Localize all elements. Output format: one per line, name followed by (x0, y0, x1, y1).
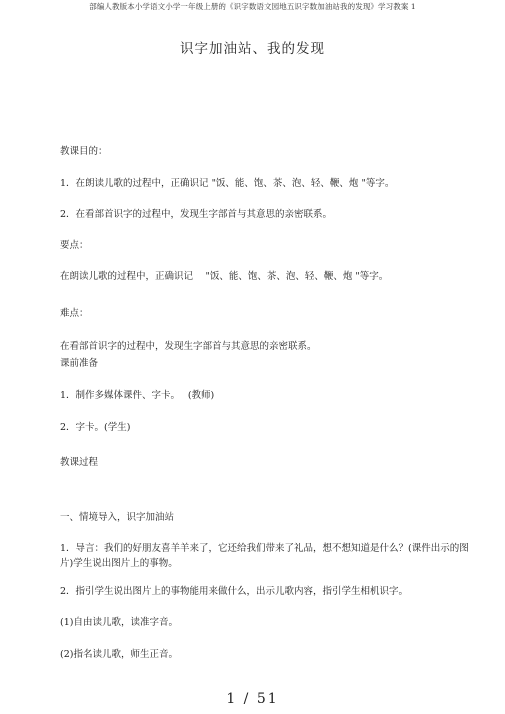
section-heading-preparation: 课前准备 (60, 358, 99, 369)
section-heading-objectives: 教课目的： (60, 146, 108, 157)
section-heading-key-points: 要点： (60, 240, 89, 251)
difficulties-text: 在看部首识字的过程中，发现生字部首与其意思的亲密联系。 (60, 341, 317, 352)
objective-item-1: 1．在朗读儿歌的过程中，正确识记 "饭、能、饱、茶、泡、轻、鞭、炮 "等字。 (60, 178, 395, 189)
process-step-heading-1: 一、情境导入，识字加油站 (60, 512, 175, 523)
page-number: 1 / 51 (226, 691, 279, 707)
document-title: 识字加油站、我的发现 (180, 41, 325, 57)
preparation-item-1: 1．制作多媒体课件、字卡。 (教师) (60, 390, 215, 401)
section-heading-process: 教课过程 (60, 457, 99, 468)
process-substep-1: (1)自由读儿歌，读准字音。 (60, 617, 178, 628)
process-step-2-text: 2．指引学生说出图片上的事物能用来做什么，出示儿歌内容，指引学生相机识字。 (60, 586, 409, 597)
objective-item-2: 2．在看部首识字的过程中，发现生字部首与其意思的亲密联系。 (60, 209, 333, 220)
section-heading-difficulties: 难点： (60, 308, 89, 319)
running-header: 部编人教版本小学语文小学一年级上册的《识字数语文园地五识字数加油站我的发现》学习教案 1 (89, 2, 416, 11)
process-step-1-text: 1．导言：我们的好朋友喜羊羊来了，它还给我们带来了礼品，想不想知道是什么？(课件出示的图片)学生说出图片上的事物。 (60, 543, 469, 569)
process-substep-2: (2)指名读儿歌，师生正音。 (60, 649, 178, 660)
key-points-text: 在朗读儿歌的过程中，正确识记 "饭、能、饱、茶、泡、轻、鞭、炮 "等字。 (60, 271, 389, 282)
preparation-item-2: 2．字卡。(学生) (60, 422, 131, 433)
